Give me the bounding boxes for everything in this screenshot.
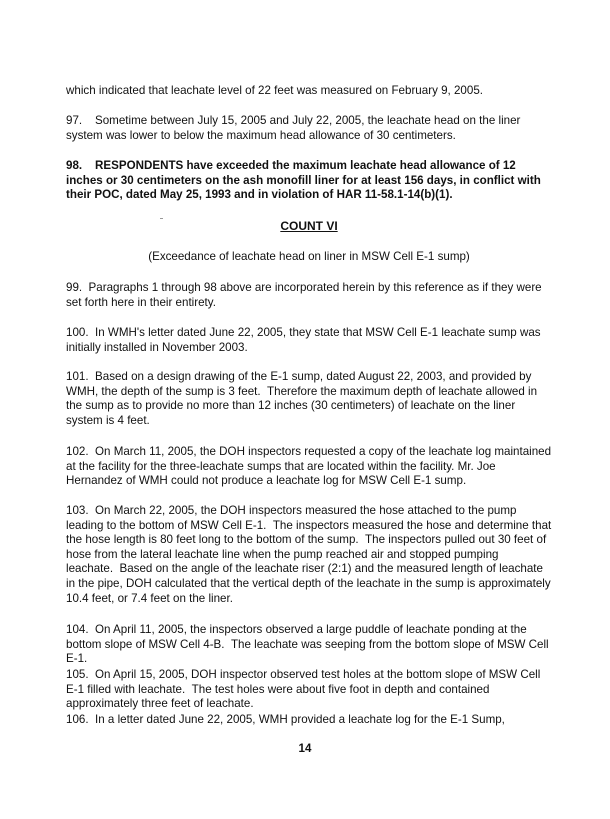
count-heading: COUNT VI [280, 219, 338, 233]
count-subtitle: (Exceedance of leachate head on liner in MSW Cell E-1 sump) [148, 250, 470, 263]
paragraph-98: 98. RESPONDENTS have exceeded the maximum leachate head allowance of 12 inches or 30 centimeters on the ash monofill liner for at least 156 days, in conflict with their POC, dated May 25, 1993 and in violation of HAR 11-58.1-14(b)(1). [66, 159, 541, 202]
paragraph-101: 101. Based on a design drawing of the E-1 sump, dated August 22, 2003, and provided by WMH, the depth of the sump is 3 feet. Therefore the maximum depth of leachate allowed in the sump as to provide no more than 12 inches (30 centimeters) of leachate on the liner system is 4 feet. [66, 370, 538, 427]
paragraph-97: 97. Sometime between July 15, 2005 and July 22, 2005, the leachate head on the liner system was lower to below the maximum head allowance of 30 centimeters. [66, 114, 521, 142]
paragraph-99: 99. Paragraphs 1 through 98 above are incorporated herein by this reference as if they were set forth here in their entirety. [66, 281, 542, 309]
paragraph-96-continuation: which indicated that leachate level of 22 feet was measured on February 9, 2005. [66, 84, 483, 97]
paragraph-102: 102. On March 11, 2005, the DOH inspectors requested a copy of the leachate log maintained at the facility for the three-leachate sumps that are located within the facility. Mr. Joe Hernandez of WMH could not produce a leachate log for MSW Cell E-1 sump. [66, 445, 552, 488]
paragraph-100: 100. In WMH's letter dated June 22, 2005, they state that MSW Cell E-1 leachate sump was initially installed in November 2003. [66, 326, 541, 354]
paragraph-104: 104. On April 11, 2005, the inspectors observed a large puddle of leachate ponding at the bottom slope of MSW Cell 4-B. The leachate was seeping from the bottom slope of MSW Cell E-1. [66, 623, 549, 666]
page-number: 14 [298, 742, 312, 755]
paragraph-105: 105. On April 15, 2005, DOH inspector observed test holes at the bottom slope of MSW Cell E-1 filled with leachate. The test holes were about five foot in depth and contained approximately three feet of leachate. [66, 668, 541, 711]
paragraph-106: 106. In a letter dated June 22, 2005, WMH provided a leachate log for the E-1 Sump, [66, 713, 505, 726]
paragraph-103: 103. On March 22, 2005, the DOH inspectors measured the hose attached to the pump leading to the bottom of MSW Cell E-1. The inspectors measured the hose and determine that the hose length is 80 feet long to the bottom of the sump. The inspectors pulled out 30 feet of hose from the lateral leachate line when the pump reached air and stopped pumping leachate. Based on the angle of the leachate riser (2:1) and the measured length of leachate in the pipe, DOH calculated that the vertical depth of the leachate in the sump is approximately 10.4 feet, or 7.4 feet on the liner. [66, 504, 552, 605]
